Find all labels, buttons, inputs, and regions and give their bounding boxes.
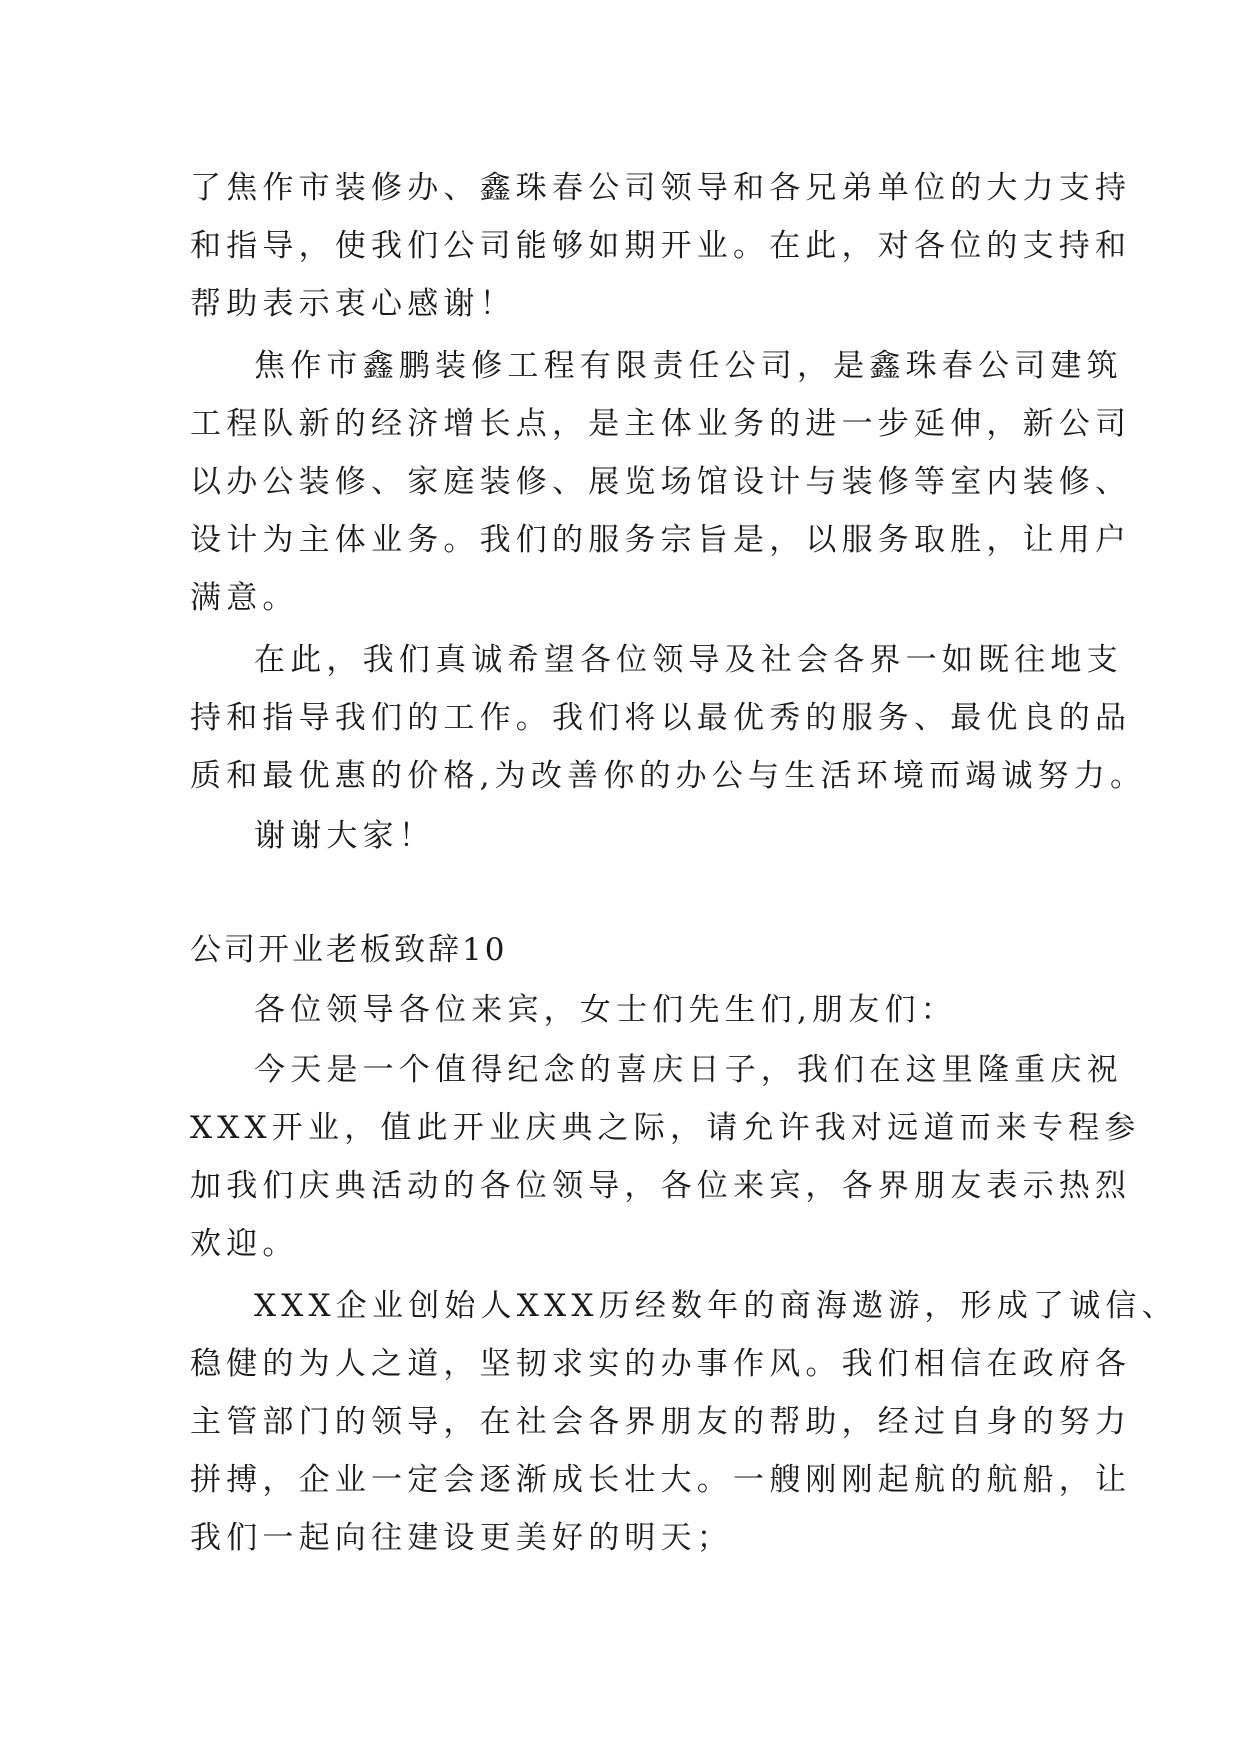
text-line: 我们一起向往建设更美好的明天； xyxy=(190,1520,733,1556)
text-line: 加我们庆典活动的各位领导，各位来宾，各界朋友表示热烈 xyxy=(190,1168,1132,1204)
paragraph-first-line: 在此，我们真诚希望各位领导及社会各界一如既往地支 xyxy=(254,642,1123,678)
text-line: 质和最优惠的价格,为改善你的办公与生活环境而竭诚努力。 xyxy=(190,758,1147,794)
text-line: 稳健的为人之道，坚韧求实的办事作风。我们相信在政府各 xyxy=(190,1346,1132,1382)
text-line: 工程队新的经济增长点，是主体业务的进一步延伸，新公司 xyxy=(190,406,1132,442)
paragraph-first-line: XXX企业创始人XXX历经数年的商海遨游，形成了诚信、 xyxy=(254,1288,1178,1324)
text-line: 持和指导我们的工作。我们将以最优秀的服务、最优良的品 xyxy=(190,700,1132,736)
text-line: XXX开业，值此开业庆典之际，请允许我对远道而来专程参 xyxy=(190,1110,1141,1146)
text-line: 欢迎。 xyxy=(190,1226,299,1262)
section-title: 公司开业老板致辞10 xyxy=(190,932,508,968)
paragraph-first-line: 谢谢大家！ xyxy=(254,818,435,854)
text-line: 设计为主体业务。我们的服务宗旨是，以服务取胜，让用户 xyxy=(190,522,1132,558)
text-line: 主管部门的领导，在社会各界朋友的帮助，经过自身的努力 xyxy=(190,1404,1132,1440)
paragraph-first-line: 焦作市鑫鹏装修工程有限责任公司，是鑫珠春公司建筑 xyxy=(254,348,1123,384)
text-line: 帮助表示衷心感谢！ xyxy=(190,286,516,322)
text-line: 和指导，使我们公司能够如期开业。在此，对各位的支持和 xyxy=(190,228,1132,264)
salutation: 各位领导各位来宾，女士们先生们,朋友们： xyxy=(254,992,957,1028)
text-line: 了焦作市装修办、鑫珠春公司领导和各兄弟单位的大力支持 xyxy=(190,170,1132,206)
paragraph-first-line: 今天是一个值得纪念的喜庆日子，我们在这里隆重庆祝 xyxy=(254,1052,1123,1088)
text-line: 满意。 xyxy=(190,580,299,616)
text-line: 拼搏，企业一定会逐渐成长壮大。一艘刚刚起航的航船，让 xyxy=(190,1462,1132,1498)
text-line: 以办公装修、家庭装修、展览场馆设计与装修等室内装修、 xyxy=(190,464,1132,500)
